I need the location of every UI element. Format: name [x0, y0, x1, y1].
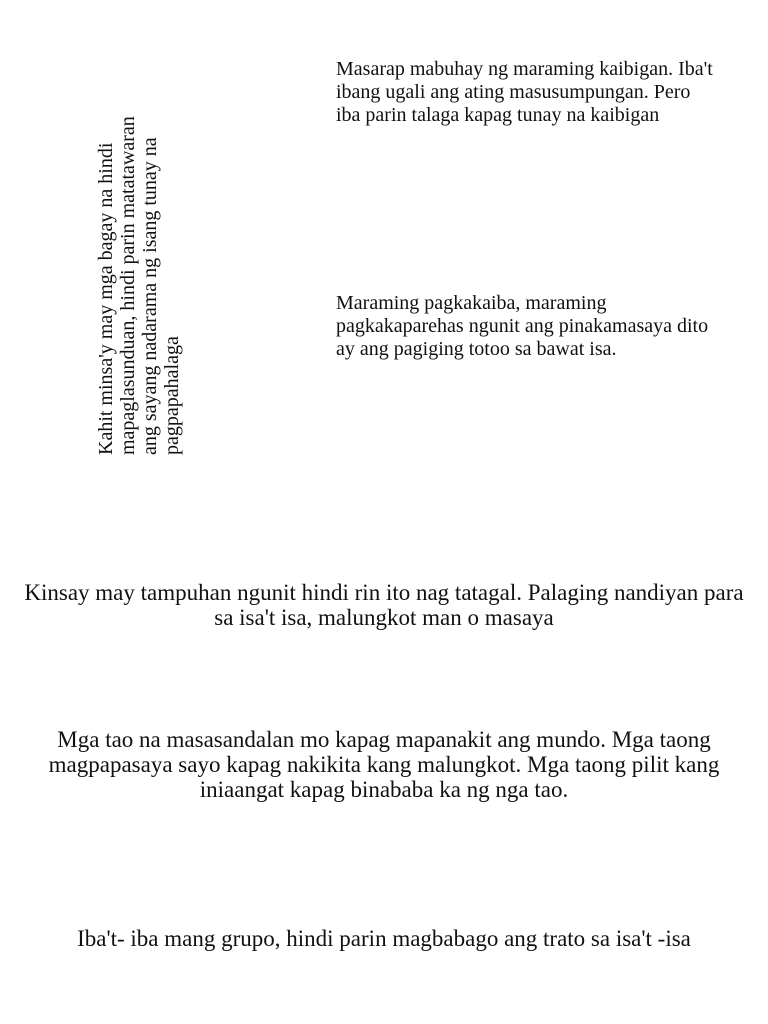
- paragraph-top-right: Masarap mabuhay ng maraming kaibigan. Iba't ibang ugali ang ating masusumpungan. Pero iba parin talaga kapag tunay na kaibigan: [336, 58, 713, 126]
- paragraph-grupo: Iba't- iba mang grupo, hindi parin magbabago ang trato sa isa't -isa: [77, 926, 691, 951]
- rotated-text-block: [95, 95, 195, 455]
- rotated-paragraph: Kahit minsa'y may mga bagay na hindi mapaglasunduan, hindi parin matatawaran ang sayang nadarama ng isang tunay na pagpapahalaga: [95, 116, 183, 455]
- paragraph-tampuhan: Kinsay may tampuhan ngunit hindi rin ito nag tatagal. Palaging nandiyan para sa isa't isa, malungkot man o masaya: [24, 580, 744, 630]
- paragraph-mga-tao: Mga tao na masasandalan mo kapag mapanakit ang mundo. Mga taong magpapasaya sayo kapag nakikita kang malungkot. Mga taong pilit kang iniaangat kapag binababa ka ng nga tao.: [48, 727, 720, 802]
- paragraph-middle-right: Maraming pagkakaiba, maraming pagkakaparehas ngunit ang pinakamasaya dito ay ang pagiging totoo sa bawat isa.: [336, 292, 709, 360]
